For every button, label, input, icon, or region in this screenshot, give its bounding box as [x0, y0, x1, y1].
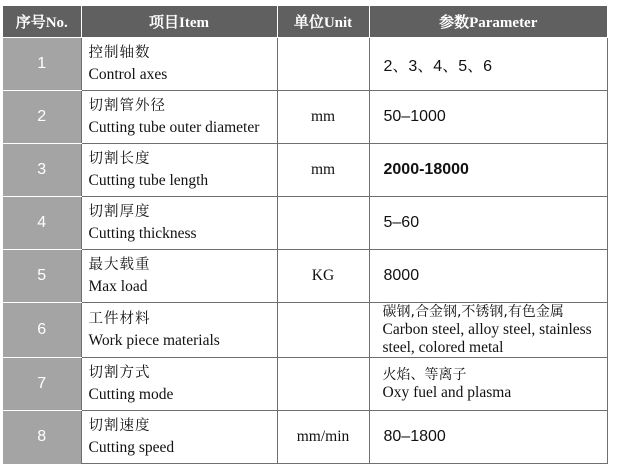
parameter-cell [369, 91, 607, 144]
item-name-zh: 切割长度 [88, 151, 151, 167]
item-name-zh: 切割速度 [88, 418, 151, 434]
table-row [3, 411, 607, 464]
spec-table [3, 6, 608, 464]
item-name-en: Work piece materials [88, 332, 220, 349]
unit-cell: mm [277, 91, 369, 144]
parameter-cell [369, 197, 607, 250]
parameter-cell [369, 250, 607, 303]
item-name-en: Cutting tube outer diameter [88, 119, 260, 136]
table-row [3, 358, 607, 411]
unit-cell: mm [277, 144, 369, 197]
parameter-cell [369, 38, 607, 91]
table-header [3, 6, 607, 38]
parameter-value: 5–60 [383, 214, 420, 231]
parameter-cell [369, 411, 607, 464]
row-number: 5 [3, 250, 81, 303]
table-row [3, 91, 607, 144]
item-name-zh: 最大载重 [88, 257, 151, 273]
header-item: 项目Item [81, 6, 277, 38]
item-cell [81, 303, 277, 358]
row-number: 4 [3, 197, 81, 250]
item-cell [81, 197, 277, 250]
parameter-value: 2、3、4、5、6 [383, 57, 492, 75]
parameter-cell [369, 303, 607, 358]
header-no: 序号No. [3, 6, 81, 38]
parameter-value-line: 火焰、等离子 [382, 367, 467, 383]
header-unit: 单位Unit [277, 6, 369, 38]
row-number: 3 [3, 144, 81, 197]
item-cell [81, 358, 277, 411]
header-row [3, 6, 607, 38]
row-number: 8 [3, 411, 81, 464]
parameter-cell [369, 358, 607, 411]
item-cell [81, 250, 277, 303]
item-name-en: Cutting mode [88, 386, 174, 403]
item-cell [81, 91, 277, 144]
row-number: 1 [3, 38, 81, 91]
unit-cell [277, 358, 369, 411]
item-name-en: Cutting speed [88, 439, 175, 456]
unit-cell [277, 38, 369, 91]
item-name-en: Control axes [88, 66, 168, 83]
unit-cell [277, 303, 369, 358]
unit-cell: KG [277, 250, 369, 303]
row-number: 7 [3, 358, 81, 411]
row-number: 2 [3, 91, 81, 144]
item-name-zh: 切割管外径 [88, 98, 166, 114]
parameter-cell [369, 144, 607, 197]
table-row [3, 303, 607, 358]
item-name-zh: 切割方式 [88, 365, 151, 381]
parameter-value: 8000 [383, 267, 420, 284]
parameter-value: 50–1000 [383, 108, 446, 125]
parameter-value-line: Carbon steel, alloy steel, stainless [382, 321, 592, 338]
table-body [3, 38, 607, 464]
item-name-zh: 控制轴数 [88, 45, 151, 61]
parameter-value: 80–1800 [383, 428, 446, 445]
item-cell [81, 411, 277, 464]
parameter-value-line: Oxy fuel and plasma [382, 384, 512, 401]
unit-cell: mm/min [277, 411, 369, 464]
header-parameter: 参数Parameter [369, 6, 607, 38]
item-name-zh: 切割厚度 [88, 204, 151, 220]
parameter-value: 2000-18000 [383, 161, 469, 178]
item-name-en: Cutting thickness [88, 225, 197, 242]
unit-cell [277, 197, 369, 250]
item-name-zh: 工件材料 [88, 311, 151, 327]
item-cell [81, 144, 277, 197]
item-name-en: Cutting tube length [88, 172, 209, 189]
table-row [3, 250, 607, 303]
parameter-value-line: 碳钢,合金钢,不锈钢,有色金属 [382, 304, 564, 320]
table-row [3, 38, 607, 91]
table-row [3, 197, 607, 250]
item-cell [81, 38, 277, 91]
table-row [3, 144, 607, 197]
parameter-value-line: steel, colored metal [382, 339, 504, 356]
item-name-en: Max load [88, 278, 148, 295]
row-number: 6 [3, 303, 81, 358]
